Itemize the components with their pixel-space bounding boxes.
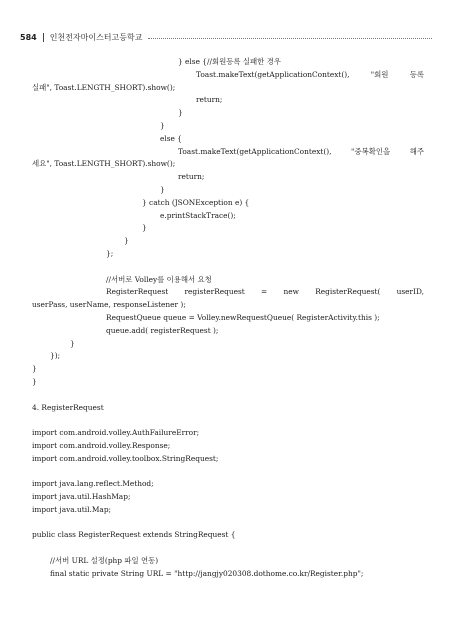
code-line: else { [160, 133, 182, 143]
code-line [32, 69, 424, 95]
header-dotted-rule [148, 38, 432, 39]
code-line: return; [196, 95, 223, 105]
code-line: e.printStackTrace(); [160, 210, 236, 220]
code-line: }); [50, 351, 61, 361]
header-title: 인천전자마이스터고등학교 [49, 32, 143, 42]
code-line: //서버로 Volley를 이용해서 요청 [106, 274, 212, 284]
code-line-continuation: 세요", Toast.LENGTH_SHORT).show(); [32, 159, 176, 169]
code-listing [32, 56, 424, 581]
code-line: import java.lang.reflect.Method; [32, 479, 154, 489]
code-line: } catch (JSONException e) { [142, 197, 250, 207]
code-line: } [32, 376, 37, 386]
code-line: } [32, 364, 37, 374]
blank-line [32, 414, 424, 427]
code-line: import com.android.volley.AuthFailureError; [32, 428, 200, 438]
code-line: queue.add( registerRequest ); [106, 325, 219, 335]
code-line-text: RegisterRequest registerRequest = new RegisterRequest( userID, [106, 287, 424, 297]
code-line: final static private String URL = "http://jangjy020308.dothome.co.kr/Register.php"; [50, 568, 364, 578]
code-line: } [142, 223, 147, 233]
code-line: import java.util.Map; [32, 504, 112, 514]
blank-line [32, 466, 424, 479]
code-line: } [124, 236, 129, 246]
blank-line [32, 261, 424, 274]
blank-line [32, 542, 424, 555]
page-header [20, 30, 432, 44]
code-line: } [178, 108, 183, 118]
code-line: public class RegisterRequest extends StringRequest { [32, 530, 236, 540]
code-line: }; [106, 248, 114, 258]
blank-line [32, 389, 424, 402]
code-line-text: Toast.makeText(getApplicationContext(), "회원 등록 [196, 69, 424, 79]
code-line-text: Toast.makeText(getApplicationContext(), "중복확인을 해주 [178, 146, 424, 156]
code-line: } [70, 338, 75, 348]
page-number: 584 [20, 32, 37, 42]
code-line: import java.util.HashMap; [32, 492, 131, 502]
code-line: return; [178, 172, 205, 182]
blank-line [32, 517, 424, 530]
code-line: import com.android.volley.toolbox.StringRequest; [32, 453, 219, 463]
code-line: } else {//회원등록 실패한 경우 [178, 57, 281, 66]
code-line: 4. RegisterRequest [32, 402, 104, 412]
code-line: RequestQueue queue = Volley.newRequestQueue( RegisterActivity.this ); [106, 312, 380, 322]
code-line: } [160, 120, 165, 130]
code-line-continuation: 실패", Toast.LENGTH_SHORT).show(); [32, 82, 176, 92]
code-line-continuation: userPass, userName, responseListener ); [32, 300, 186, 310]
code-line [32, 146, 424, 172]
header-separator [43, 33, 44, 42]
code-line: } [160, 184, 165, 194]
code-line: import com.android.volley.Response; [32, 440, 171, 450]
code-line [32, 286, 424, 312]
code-line: //서버 URL 설정(php 파일 연동) [50, 556, 159, 566]
